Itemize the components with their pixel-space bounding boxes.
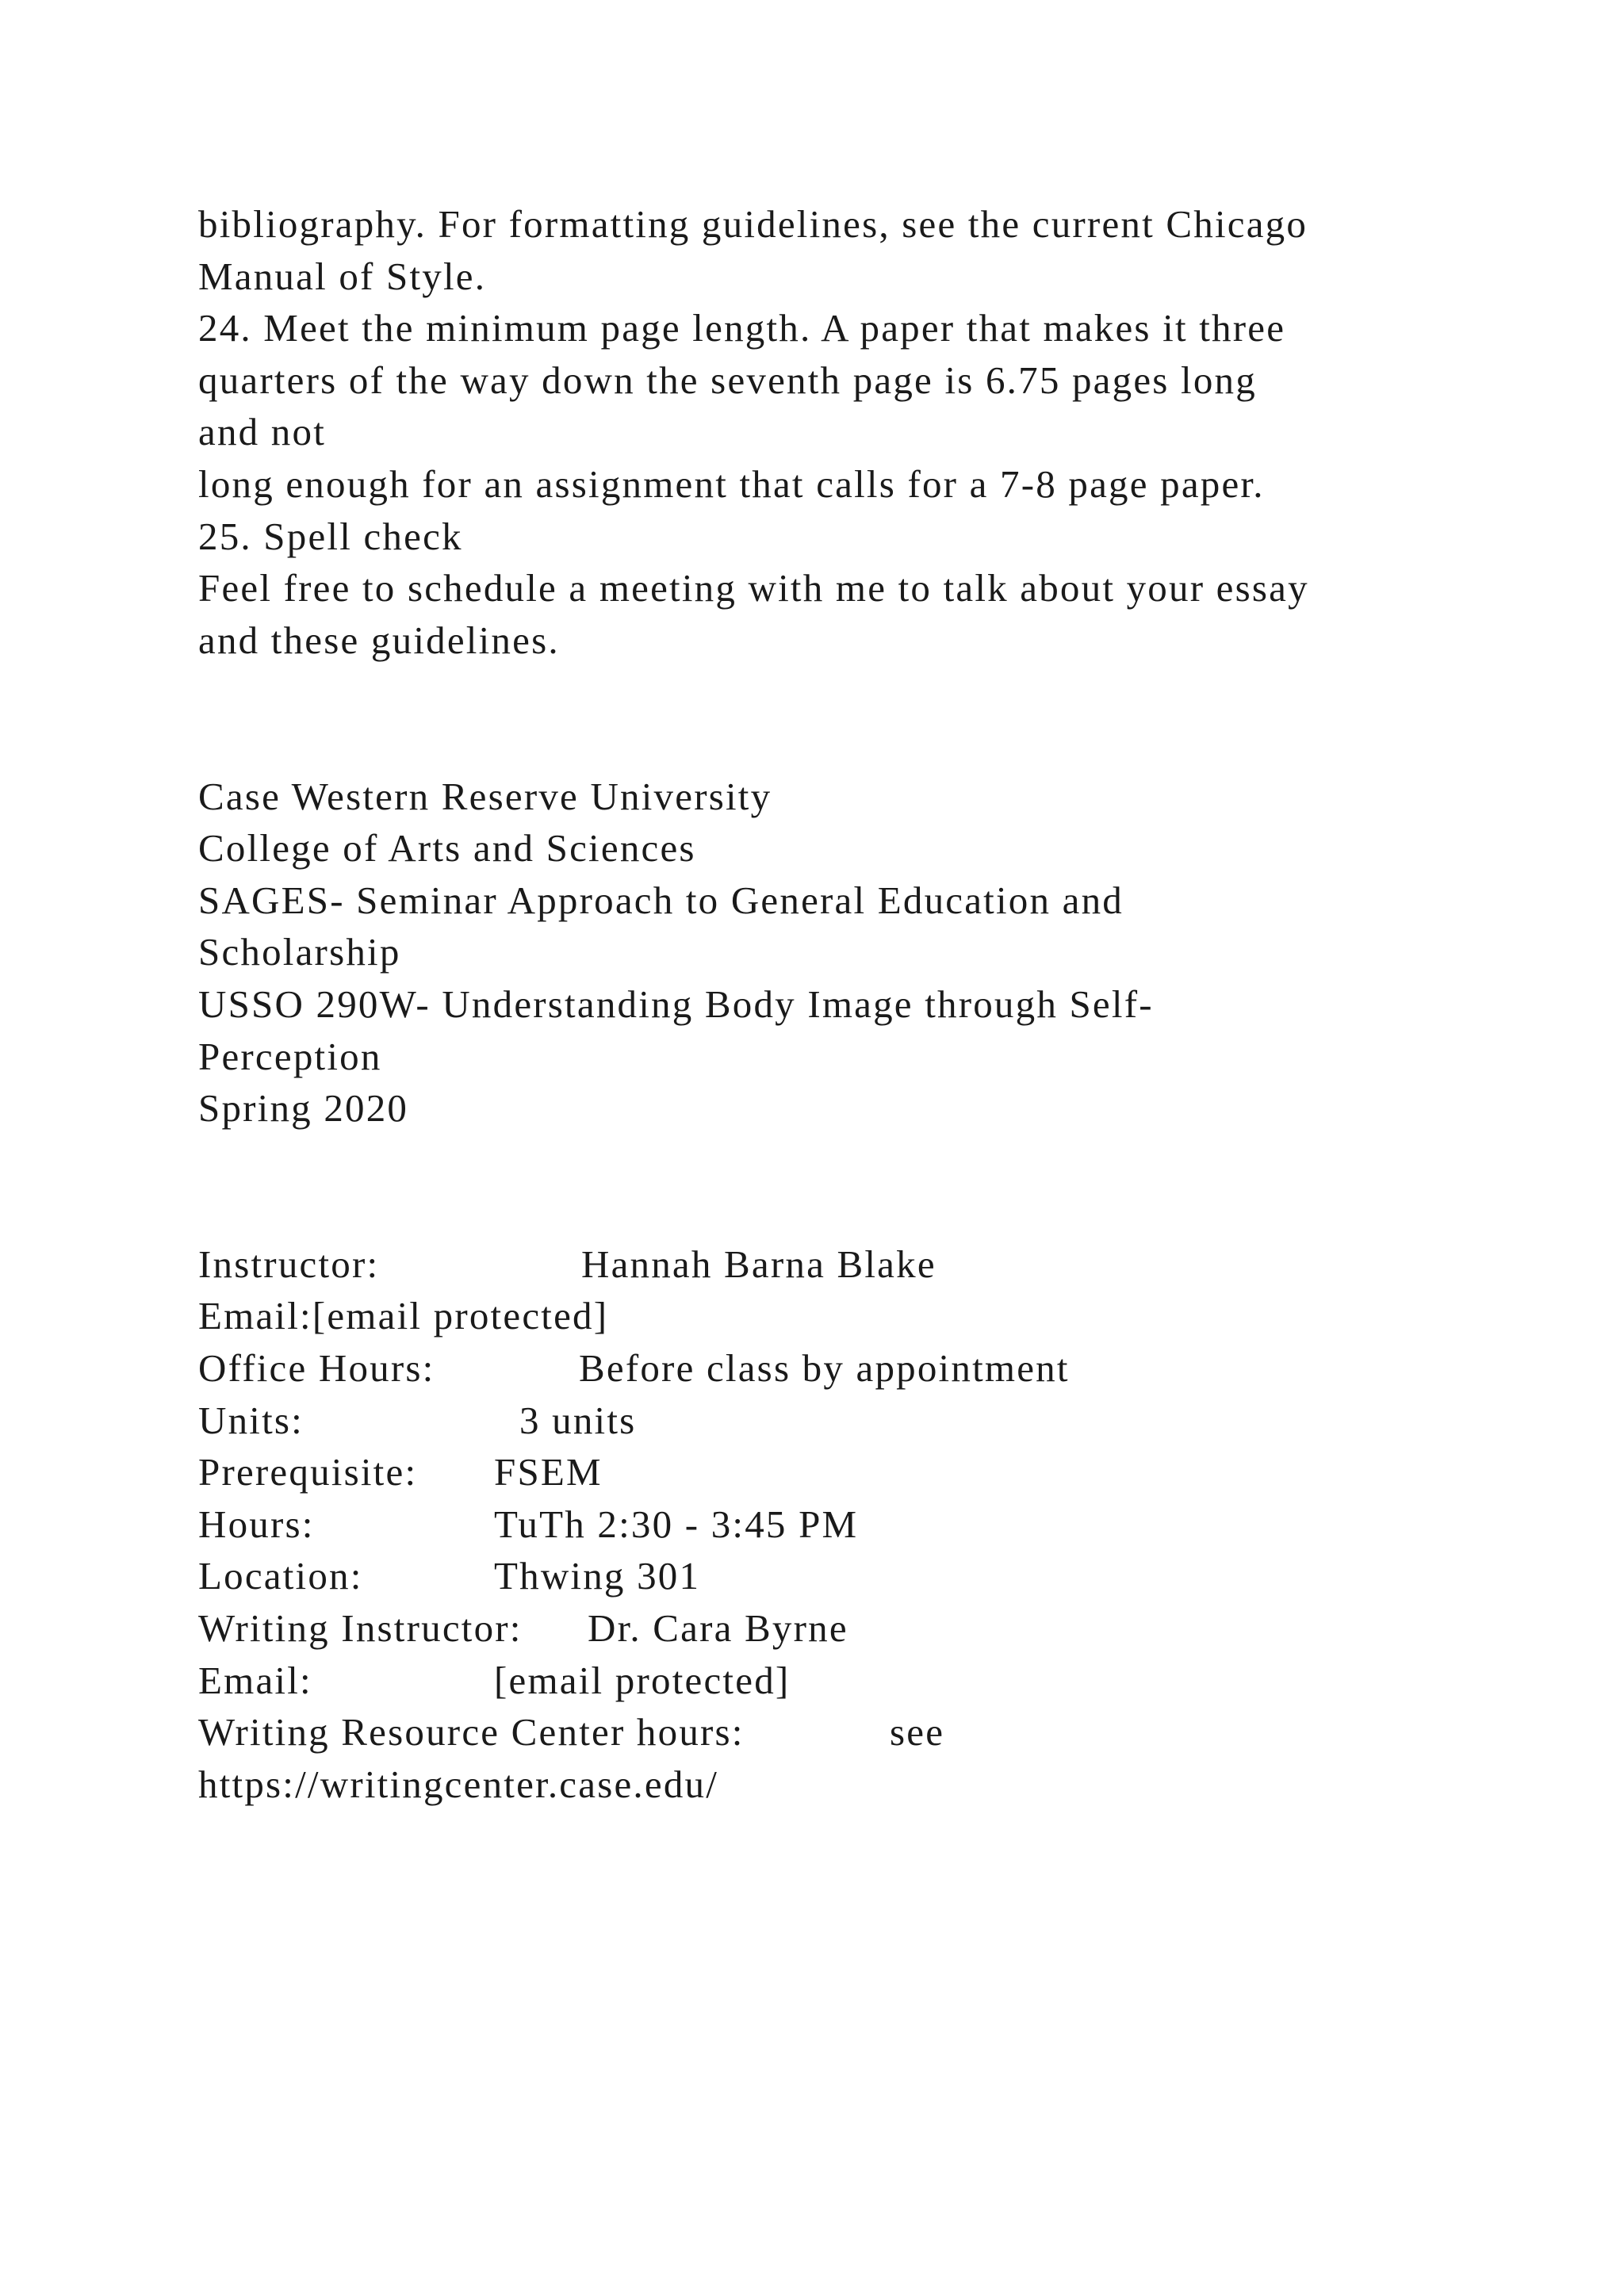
writing-resource-label: Writing Resource Center hours: xyxy=(198,1710,745,1755)
program-name: Scholarship xyxy=(198,930,401,974)
prerequisite-label: Prerequisite: xyxy=(198,1450,418,1494)
writing-instructor-label: Writing Instructor: xyxy=(198,1606,523,1651)
instructor-label: Instructor: xyxy=(198,1242,380,1286)
instructor-name: Hannah Barna Blake xyxy=(581,1242,936,1286)
location-row xyxy=(198,1550,1467,1602)
units-label: Units: xyxy=(198,1398,304,1442)
hours-label: Hours: xyxy=(198,1502,315,1546)
body-text-line: bibliography. For formatting guidelines, see the current Chicago xyxy=(198,202,1308,246)
document-page xyxy=(198,198,1467,1810)
body-text-line: long enough for an assignment that calls for a 7-8 page paper. xyxy=(198,461,1265,506)
writing-email-value: [email protected] xyxy=(494,1658,791,1702)
course-title: USSO 290W- Understanding Body Image through Self- xyxy=(198,982,1154,1026)
closing-note: Feel free to schedule a meeting with me to talk about your essay xyxy=(198,566,1309,610)
instructor-email: Email:[email protected] xyxy=(198,1294,609,1338)
units-row xyxy=(198,1395,1467,1447)
location-value: Thwing 301 xyxy=(494,1554,701,1598)
instructor-row xyxy=(198,1238,1467,1291)
office-hours-row xyxy=(198,1342,1467,1395)
writing-instructor-name: Dr. Cara Byrne xyxy=(588,1606,848,1651)
writing-email-row xyxy=(198,1655,1467,1707)
college-name: College of Arts and Sciences xyxy=(198,826,696,871)
closing-note: and these guidelines. xyxy=(198,618,560,662)
prerequisite-value: FSEM xyxy=(494,1450,603,1494)
course-title: Perception xyxy=(198,1034,382,1078)
guideline-item-25: 25. Spell check xyxy=(198,514,463,558)
prerequisite-row xyxy=(198,1446,1467,1498)
writing-resource-row xyxy=(198,1706,1467,1758)
writing-email-label: Email: xyxy=(198,1658,312,1702)
body-text-line: quarters of the way down the seventh page is 6.75 pages long xyxy=(198,358,1257,402)
guideline-item-24: 24. Meet the minimum page length. A paper that makes it three xyxy=(198,306,1286,350)
course-term: Spring 2020 xyxy=(198,1086,409,1131)
hours-value: TuTh 2:30 - 3:45 PM xyxy=(494,1502,859,1546)
body-text-line: and not xyxy=(198,410,327,454)
hours-row xyxy=(198,1498,1467,1551)
writing-instructor-row xyxy=(198,1602,1467,1655)
office-hours-value: Before class by appointment xyxy=(579,1346,1070,1391)
university-name: Case Western Reserve University xyxy=(198,774,772,818)
writing-center-url[interactable]: https://writingcenter.case.edu/ xyxy=(198,1762,719,1806)
writing-resource-value: see xyxy=(890,1710,945,1755)
location-label: Location: xyxy=(198,1554,363,1598)
body-text-line: Manual of Style. xyxy=(198,254,487,298)
program-name: SAGES- Seminar Approach to General Education and xyxy=(198,878,1124,922)
units-value: 3 units xyxy=(519,1398,637,1442)
office-hours-label: Office Hours: xyxy=(198,1346,435,1391)
